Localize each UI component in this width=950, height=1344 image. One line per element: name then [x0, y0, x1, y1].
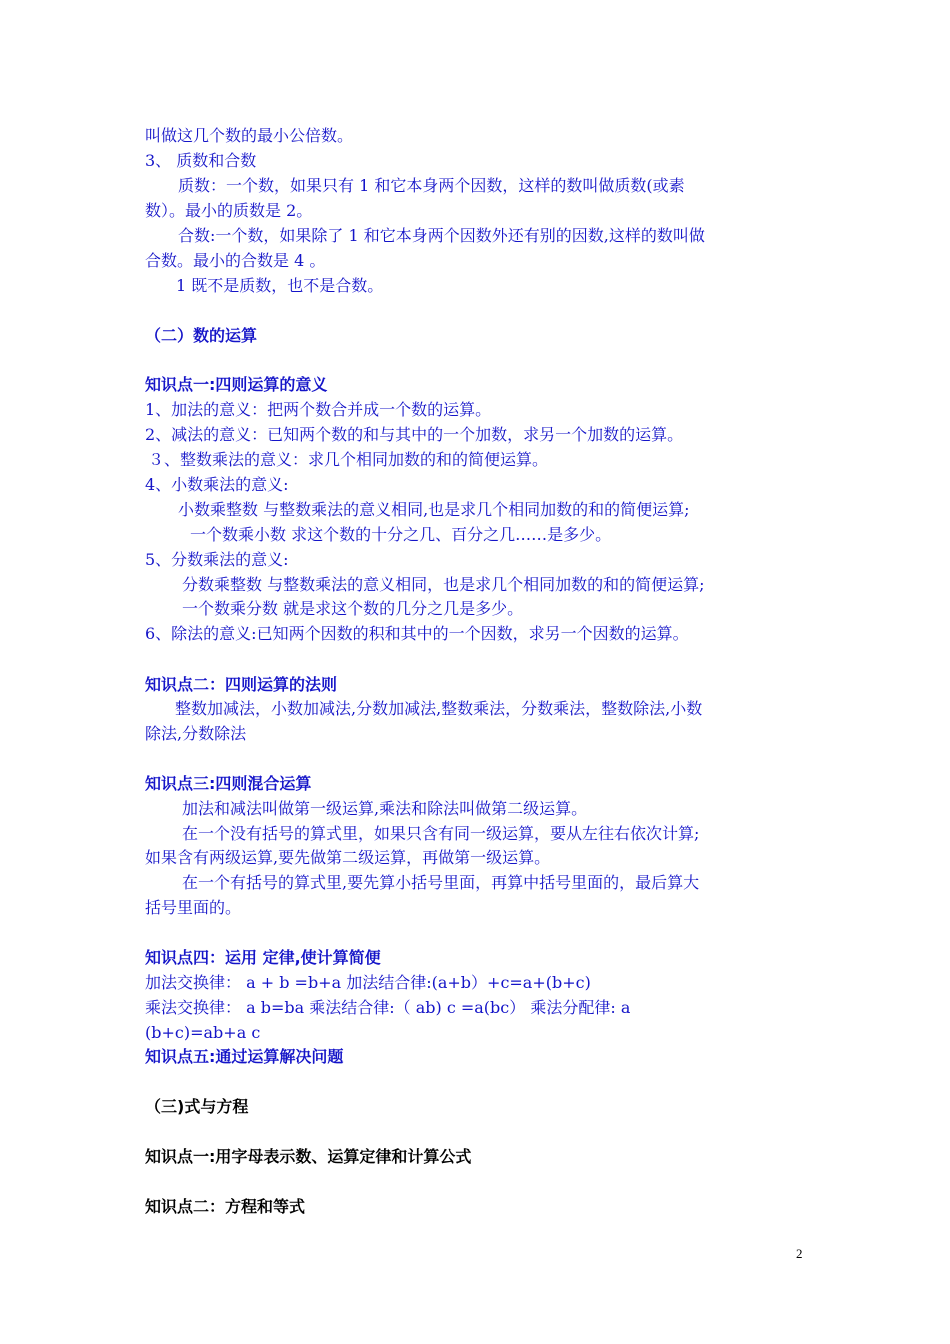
text-line: 分数乘整数 与整数乘法的意义相同，也是求几个相同加数的和的简便运算;	[182, 575, 705, 594]
knowledge-point-heading: 知识点五:通过运算解决问题	[145, 1047, 344, 1066]
text-line: 整数加减法，小数加减法,分数加减法,整数乘法，分数乘法，整数除法,小数	[175, 699, 703, 718]
knowledge-point-heading: 知识点三:四则混合运算	[145, 774, 312, 793]
section-heading: 3、 质数和合数	[145, 151, 257, 170]
text-line: 叫做这几个数的最小公倍数。	[145, 126, 354, 145]
text-line: 1 既不是质数，也不是合数。	[176, 276, 384, 295]
text-line: 加法交换律： a + b =b+a 加法结合律:(a+b）+c=a+(b+c)	[145, 973, 591, 992]
text-line: 合数:一个数，如果除了 1 和它本身两个因数外还有别的因数,这样的数叫做	[178, 226, 705, 245]
chapter-heading: （三)式与方程	[145, 1097, 249, 1116]
knowledge-point-heading: 知识点二：方程和等式	[145, 1197, 306, 1216]
text-line: 在一个有括号的算式里,要先算小括号里面，再算中括号里面的，最后算大	[182, 873, 700, 892]
text-line: 合数。最小的合数是 4 。	[145, 251, 326, 270]
chapter-heading: （二）数的运算	[145, 326, 258, 345]
text-line: 5、分数乘法的意义:	[145, 550, 289, 569]
text-line: ３、整数乘法的意义：求几个相同加数的和的简便运算。	[148, 450, 549, 469]
knowledge-point-heading: 知识点四：运用 定律,使计算简便	[145, 948, 381, 967]
text-line: 除法,分数除法	[145, 724, 247, 743]
text-line: 在一个没有括号的算式里，如果只含有同一级运算，要从左往右依次计算;	[182, 824, 700, 843]
text-line: 6、除法的意义:已知两个因数的积和其中的一个因数，求另一个因数的运算。	[145, 624, 689, 643]
text-line: 数）。最小的质数是 2。	[145, 201, 313, 220]
text-line: 如果含有两级运算,要先做第二级运算，再做第一级运算。	[145, 848, 551, 867]
text-line: 括号里面的。	[145, 898, 242, 917]
text-line: (b+c)=ab+a c	[145, 1023, 261, 1042]
text-line: 2、减法的意义：已知两个数的和与其中的一个加数，求另一个加数的运算。	[145, 425, 684, 444]
text-line: 乘法交换律： a b=ba 乘法结合律:（ ab) c =a(bc） 乘法分配律: a	[145, 998, 631, 1017]
knowledge-point-heading: 知识点一:四则运算的意义	[145, 375, 328, 394]
text-line: 质数：一个数，如果只有 1 和它本身两个因数，这样的数叫做质数(或素	[178, 176, 685, 195]
text-line: 小数乘整数 与整数乘法的意义相同,也是求几个相同加数的和的简便运算;	[178, 500, 690, 519]
page-number: 2	[796, 1246, 803, 1261]
knowledge-point-heading: 知识点一:用字母表示数、运算定律和计算公式	[145, 1147, 472, 1166]
text-line: 一个数乘分数 就是求这个数的几分之几是多少。	[182, 599, 524, 618]
text-line: 加法和减法叫做第一级运算,乘法和除法叫做第二级运算。	[182, 799, 588, 818]
text-line: 4、小数乘法的意义:	[145, 475, 289, 494]
knowledge-point-heading: 知识点二：四则运算的法则	[145, 675, 338, 694]
text-line: 一个数乘小数 求这个数的十分之几、百分之几……是多少。	[190, 525, 612, 544]
text-line: 1、加法的意义：把两个数合并成一个数的运算。	[145, 400, 492, 419]
